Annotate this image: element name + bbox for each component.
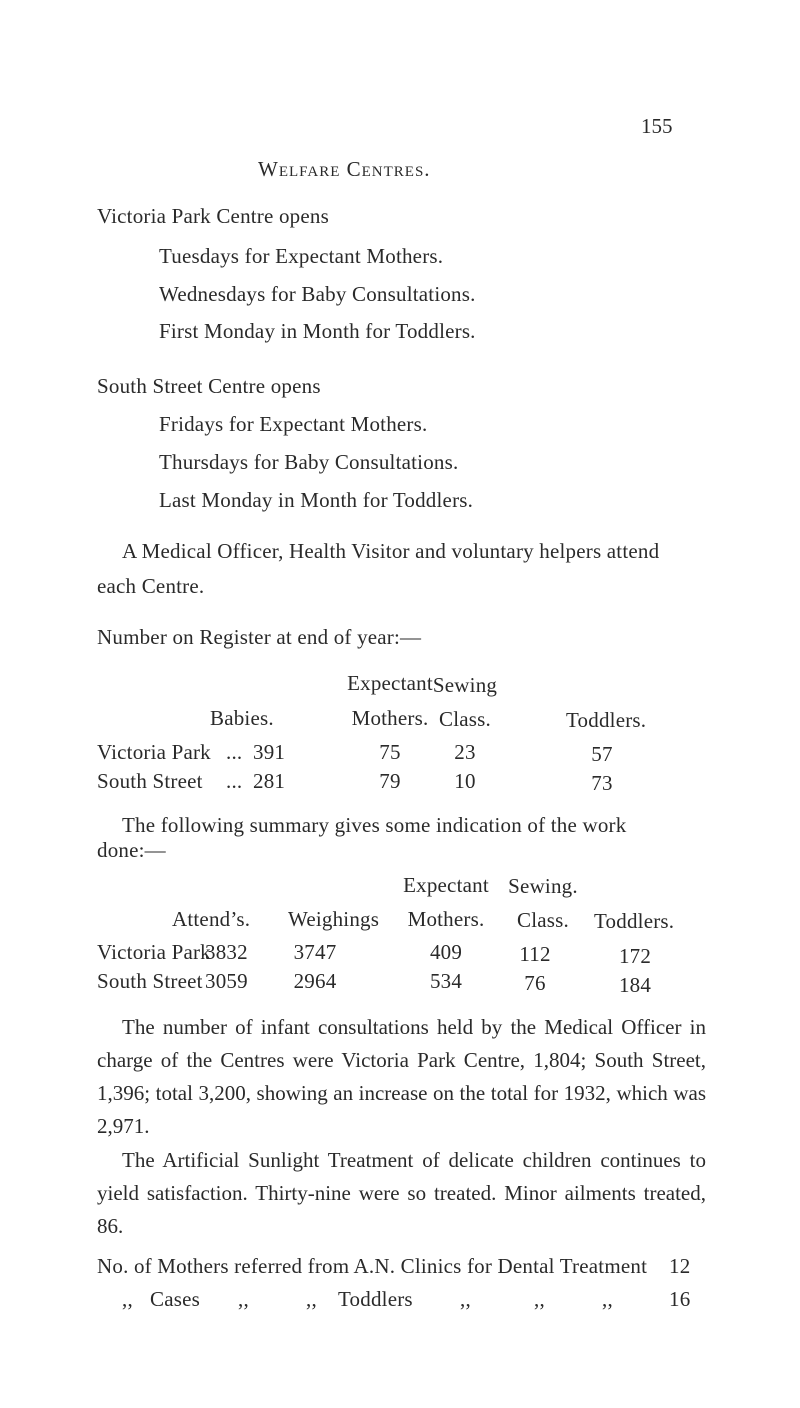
register-header-class: Class. [439, 707, 491, 731]
row-expectant: 409 [429, 940, 463, 964]
south-intro: South Street Centre opens [97, 374, 321, 398]
referral-toddlers: Toddlers [338, 1287, 413, 1311]
register-header-expectant: Expectant [347, 671, 433, 695]
summary-intro: The following summary gives some indication of the work [122, 813, 627, 837]
ditto-mark: ,, [122, 1287, 133, 1311]
ditto-mark: ,, [238, 1287, 249, 1311]
south-item: Thursdays for Baby Consultations. [159, 450, 459, 474]
victoria-item: First Monday in Month for Toddlers. [159, 319, 476, 343]
row-attend: 3059 [205, 969, 248, 993]
referral-toddlers-value: 16 [669, 1287, 691, 1311]
register-header-toddlers: Toddlers. [566, 708, 647, 732]
row-name: South Street [97, 969, 203, 993]
referral-cases: Cases [150, 1287, 200, 1311]
row-toddlers: 184 [618, 973, 652, 997]
register-intro: Number on Register at end of year:— [97, 625, 422, 649]
register-header-mothers: Mothers. [351, 706, 429, 730]
consultations-paragraph: The number of infant consultations held by the Medical Officer in charge of the Centres were Victoria Park Centre, 1,804; South Street, 1,396; total 3,200, showing an increase on the total for 1932, which was 2,971. [97, 1015, 706, 1138]
row-leader: ... [226, 740, 243, 764]
row-expectant: 534 [429, 969, 463, 993]
row-name: South Street [97, 769, 203, 793]
summary-header-attend: Attend’s. [172, 907, 251, 931]
row-sewing: 23 [454, 740, 476, 764]
row-sewing: 10 [454, 769, 476, 793]
summary-header-sewing: Sewing. [508, 874, 578, 898]
ditto-mark: ,, [534, 1287, 545, 1311]
referral-mothers-value: 12 [669, 1254, 691, 1278]
ditto-mark: ,, [306, 1287, 317, 1311]
summary-header-weighings: Weighings [288, 907, 380, 931]
sunlight-paragraph: The Artificial Sunlight Treatment of delicate children continues to yield satisfaction. Thirty-nine were so treated. Minor ailments treated, 86. [97, 1148, 706, 1238]
page-number: 155 [641, 114, 673, 138]
summary-intro: done:— [97, 838, 166, 862]
summary-header-mothers: Mothers. [407, 907, 485, 931]
row-weighings: 3747 [293, 940, 337, 964]
row-babies: 281 [253, 769, 286, 793]
victoria-item: Wednesdays for Baby Consultations. [159, 282, 476, 306]
row-sewing: 112 [519, 942, 551, 966]
victoria-intro: Victoria Park Centre opens [97, 204, 329, 228]
referral-mothers-text: No. of Mothers referred from A.N. Clinics for Dental Treatment [97, 1254, 648, 1278]
summary-header-class: Class. [517, 908, 569, 932]
page-title: Welfare Centres. [258, 157, 431, 181]
row-attend: 3832 [205, 940, 248, 964]
row-leader: ... [226, 769, 243, 793]
row-name: Victoria Park [97, 940, 211, 964]
register-header-babies: Babies. [210, 706, 274, 730]
row-babies: 391 [253, 740, 286, 764]
row-toddlers: 57 [591, 742, 613, 766]
row-expectant: 75 [379, 740, 401, 764]
ditto-mark: ,, [602, 1287, 613, 1311]
row-weighings: 2964 [293, 969, 337, 993]
row-toddlers: 73 [591, 771, 613, 795]
ditto-mark: ,, [460, 1287, 471, 1311]
row-sewing: 76 [524, 971, 546, 995]
row-expectant: 79 [379, 769, 401, 793]
row-toddlers: 172 [618, 944, 652, 968]
victoria-item: Tuesdays for Expectant Mothers. [159, 244, 444, 268]
register-header-sewing: Sewing [432, 673, 498, 697]
staff-line: each Centre. [97, 574, 205, 598]
summary-header-expectant: Expectant [403, 873, 489, 897]
south-item: Last Monday in Month for Toddlers. [159, 488, 474, 512]
south-item: Fridays for Expectant Mothers. [159, 412, 428, 436]
staff-line: A Medical Officer, Health Visitor and voluntary helpers attend [122, 539, 660, 563]
row-name: Victoria Park [97, 740, 211, 764]
summary-header-toddlers: Toddlers. [594, 909, 675, 933]
